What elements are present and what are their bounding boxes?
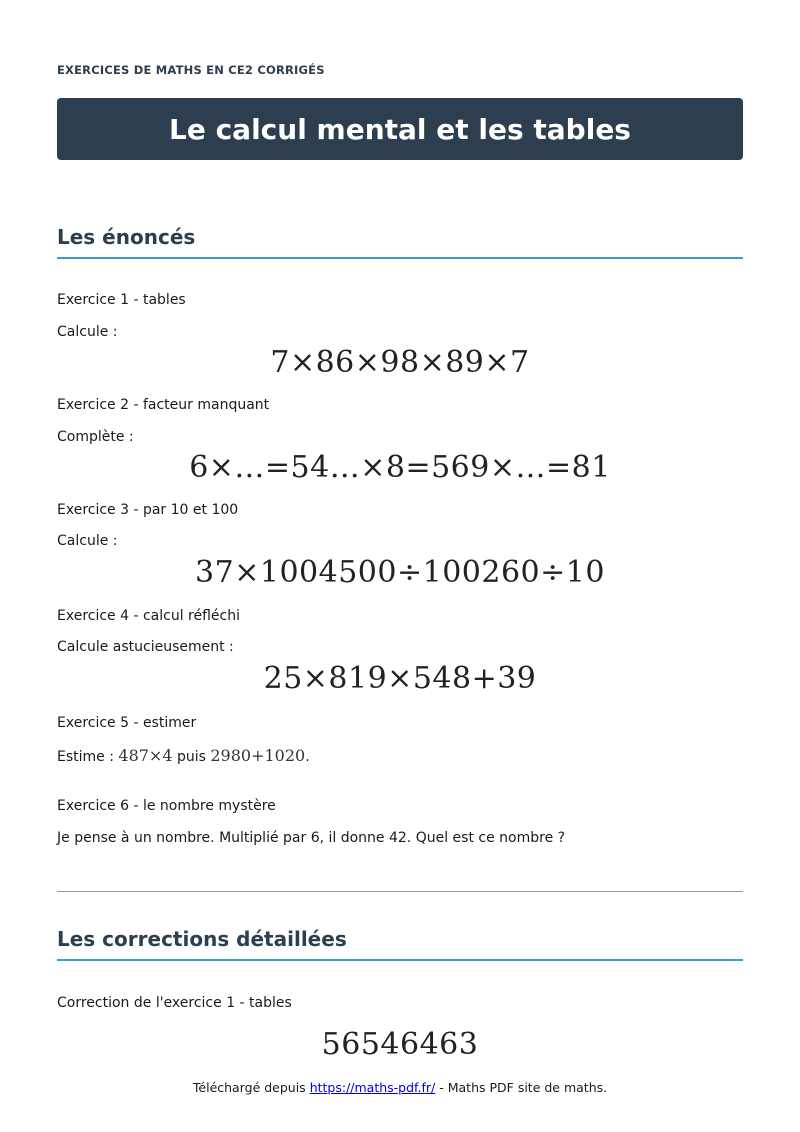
document-kicker: EXERCICES DE MATHS EN CE2 CORRIGÉS	[57, 63, 325, 77]
footer-link[interactable]: https://maths-pdf.fr/	[309, 1080, 436, 1095]
exercise-5-heading: Exercice 5 - estimer	[57, 715, 197, 731]
exercise-4-math: 25×819×548+39	[263, 661, 537, 696]
exercise-3-instruction: Calcule :	[57, 533, 118, 549]
exercise-3-heading: Exercice 3 - par 10 et 100	[57, 502, 239, 518]
exercise-2-heading: Exercice 2 - facteur manquant	[57, 397, 270, 413]
page-title: Le calcul mental et les tables	[169, 112, 631, 146]
exercise-6-text: Je pense à un nombre. Multiplié par 6, il donne 42. Quel est ce nombre ?	[57, 830, 566, 846]
exercise-5-middle: puis	[176, 749, 206, 765]
exercise-4-heading: Exercice 4 - calcul réfléchi	[57, 608, 240, 624]
exercise-1-math: 7×86×98×89×7	[270, 345, 530, 380]
exercise-2-math: 6×…=54…×8=569×…=81	[189, 450, 611, 485]
exercise-5-math-b: 2980+1020	[210, 746, 306, 765]
exercise-5-statement	[57, 746, 310, 765]
page-footer	[0, 1080, 800, 1095]
exercise-5-math-a: 487×4	[118, 746, 173, 765]
exercise-2-instruction: Complète :	[57, 429, 134, 445]
footer-prefix: Téléchargé depuis	[192, 1080, 306, 1095]
section-divider	[57, 891, 743, 892]
exercise-4-instruction: Calcule astucieusement :	[57, 639, 234, 655]
correction-1-math: 56546463	[321, 1027, 479, 1062]
exercise-6-heading: Exercice 6 - le nombre mystère	[57, 798, 276, 814]
exercise-5-suffix: .	[305, 749, 310, 765]
title-banner	[57, 98, 743, 160]
exercise-1-heading: Exercice 1 - tables	[57, 292, 186, 308]
exercise-1-instruction: Calcule :	[57, 324, 118, 340]
section-title-enonces: Les énoncés	[57, 225, 743, 259]
correction-1-heading: Correction de l'exercice 1 - tables	[57, 995, 292, 1011]
exercise-3-math: 37×1004500÷100260÷10	[195, 555, 605, 590]
footer-suffix: - Maths PDF site de maths.	[439, 1080, 608, 1095]
section-title-corrections: Les corrections détaillées	[57, 927, 743, 961]
exercise-5-prefix: Estime :	[57, 749, 114, 765]
